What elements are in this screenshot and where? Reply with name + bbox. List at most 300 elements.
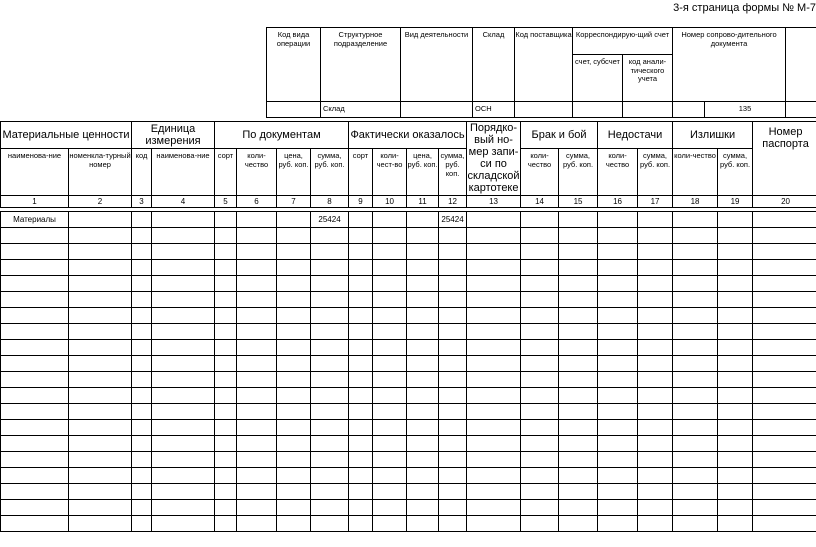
table-cell[interactable] (638, 387, 673, 403)
table-cell[interactable] (638, 339, 673, 355)
table-cell[interactable] (559, 499, 598, 515)
table-cell[interactable] (718, 419, 753, 435)
table-cell[interactable] (152, 355, 215, 371)
table-cell[interactable] (753, 227, 816, 243)
table-cell[interactable] (152, 515, 215, 531)
table-cell[interactable] (467, 355, 521, 371)
table-cell[interactable] (311, 339, 349, 355)
table-cell[interactable] (277, 419, 311, 435)
table-cell[interactable] (311, 355, 349, 371)
table-cell[interactable] (277, 339, 311, 355)
table-cell[interactable] (69, 387, 132, 403)
table-cell[interactable] (373, 435, 407, 451)
table-cell[interactable] (373, 403, 407, 419)
table-cell[interactable] (69, 499, 132, 515)
table-cell[interactable] (521, 403, 559, 419)
table-cell[interactable] (152, 403, 215, 419)
table-cell[interactable] (69, 275, 132, 291)
table-cell[interactable] (373, 259, 407, 275)
table-cell[interactable] (1, 307, 69, 323)
table-cell[interactable] (373, 339, 407, 355)
table-cell[interactable] (237, 403, 277, 419)
table-cell[interactable] (152, 435, 215, 451)
table-cell[interactable] (521, 339, 559, 355)
table-cell[interactable] (559, 323, 598, 339)
table-cell[interactable] (439, 499, 467, 515)
table-cell[interactable] (718, 467, 753, 483)
table-cell[interactable] (132, 291, 152, 307)
table-cell[interactable] (753, 323, 816, 339)
table-cell[interactable] (718, 371, 753, 387)
table-cell[interactable] (718, 211, 753, 227)
table-cell[interactable] (1, 227, 69, 243)
table-cell[interactable] (467, 291, 521, 307)
table-cell[interactable] (598, 451, 638, 467)
table-cell[interactable] (673, 355, 718, 371)
table-cell[interactable] (237, 227, 277, 243)
table-cell[interactable] (439, 483, 467, 499)
table-cell[interactable] (152, 227, 215, 243)
table-cell[interactable] (373, 211, 407, 227)
table-cell[interactable] (521, 291, 559, 307)
table-cell[interactable] (215, 259, 237, 275)
table-cell[interactable] (215, 275, 237, 291)
table-cell[interactable] (559, 387, 598, 403)
table-cell[interactable] (349, 243, 373, 259)
table-cell[interactable] (349, 515, 373, 531)
table-cell[interactable] (1, 323, 69, 339)
table-cell[interactable] (521, 275, 559, 291)
table-cell[interactable] (467, 259, 521, 275)
table-cell[interactable] (311, 387, 349, 403)
table-cell[interactable] (638, 403, 673, 419)
table-cell[interactable] (152, 323, 215, 339)
table-cell[interactable] (439, 323, 467, 339)
table-cell[interactable] (753, 339, 816, 355)
table-cell[interactable] (638, 291, 673, 307)
table-cell[interactable] (407, 403, 439, 419)
table-cell[interactable] (407, 435, 439, 451)
table-cell[interactable] (215, 323, 237, 339)
table-cell[interactable] (215, 387, 237, 403)
table-cell[interactable] (373, 371, 407, 387)
table-cell[interactable] (638, 467, 673, 483)
table-cell[interactable] (718, 323, 753, 339)
table-cell[interactable] (559, 419, 598, 435)
table-cell[interactable] (311, 483, 349, 499)
table-cell[interactable] (439, 355, 467, 371)
table-cell[interactable] (152, 275, 215, 291)
table-cell[interactable] (349, 259, 373, 275)
table-cell[interactable] (718, 243, 753, 259)
table-cell[interactable] (439, 339, 467, 355)
table-cell[interactable] (215, 419, 237, 435)
table-cell[interactable] (467, 515, 521, 531)
table-cell[interactable] (1, 483, 69, 499)
table-cell[interactable] (638, 355, 673, 371)
table-cell[interactable] (407, 515, 439, 531)
table-cell[interactable] (132, 467, 152, 483)
table-cell[interactable] (311, 515, 349, 531)
table-cell[interactable] (407, 259, 439, 275)
table-cell[interactable] (152, 387, 215, 403)
table-cell[interactable] (673, 403, 718, 419)
table-cell[interactable] (373, 243, 407, 259)
table-cell[interactable] (559, 339, 598, 355)
table-cell[interactable] (277, 387, 311, 403)
table-cell[interactable] (349, 339, 373, 355)
table-cell[interactable] (673, 419, 718, 435)
table-cell[interactable] (559, 243, 598, 259)
table-cell[interactable] (467, 211, 521, 227)
table-cell[interactable] (638, 451, 673, 467)
table-cell[interactable] (349, 275, 373, 291)
table-cell[interactable] (152, 211, 215, 227)
table-cell[interactable] (132, 419, 152, 435)
table-cell[interactable] (598, 355, 638, 371)
table-cell[interactable] (439, 259, 467, 275)
table-cell[interactable] (407, 371, 439, 387)
table-cell[interactable] (132, 339, 152, 355)
table-cell[interactable] (521, 467, 559, 483)
table-cell[interactable] (215, 291, 237, 307)
table-cell[interactable] (559, 515, 598, 531)
table-cell[interactable] (311, 419, 349, 435)
table-cell[interactable] (132, 499, 152, 515)
table-cell[interactable] (467, 339, 521, 355)
table-cell[interactable] (215, 211, 237, 227)
table-cell[interactable] (349, 291, 373, 307)
table-cell[interactable] (152, 483, 215, 499)
table-cell[interactable] (277, 467, 311, 483)
table-cell[interactable] (277, 291, 311, 307)
table-cell[interactable] (132, 515, 152, 531)
table-cell[interactable] (718, 259, 753, 275)
table-cell[interactable] (673, 291, 718, 307)
table-cell[interactable] (439, 403, 467, 419)
table-cell[interactable] (215, 307, 237, 323)
table-cell[interactable] (237, 339, 277, 355)
table-cell[interactable] (69, 419, 132, 435)
table-cell[interactable] (152, 243, 215, 259)
table-cell[interactable] (638, 307, 673, 323)
table-cell[interactable] (673, 451, 718, 467)
table-cell[interactable] (132, 211, 152, 227)
table-cell[interactable] (407, 451, 439, 467)
table-cell[interactable] (521, 499, 559, 515)
table-cell[interactable] (673, 483, 718, 499)
table-cell[interactable] (311, 307, 349, 323)
table-cell[interactable] (718, 291, 753, 307)
table-cell[interactable] (1, 275, 69, 291)
table-cell[interactable] (718, 451, 753, 467)
table-cell[interactable] (467, 499, 521, 515)
table-cell[interactable] (1, 499, 69, 515)
table-cell[interactable] (467, 451, 521, 467)
table-cell[interactable] (1, 451, 69, 467)
table-cell[interactable] (718, 355, 753, 371)
table-cell[interactable] (1, 259, 69, 275)
table-cell[interactable] (753, 483, 816, 499)
table-cell[interactable] (559, 483, 598, 499)
table-cell[interactable] (559, 371, 598, 387)
table-cell[interactable] (237, 483, 277, 499)
table-cell[interactable] (718, 227, 753, 243)
table-cell[interactable] (638, 259, 673, 275)
table-cell[interactable] (277, 227, 311, 243)
table-cell[interactable] (598, 259, 638, 275)
table-cell[interactable] (69, 259, 132, 275)
table-cell[interactable] (349, 211, 373, 227)
table-cell[interactable] (521, 419, 559, 435)
table-cell[interactable] (373, 291, 407, 307)
table-cell[interactable] (559, 291, 598, 307)
table-cell[interactable] (237, 451, 277, 467)
table-cell[interactable] (311, 323, 349, 339)
table-cell[interactable] (132, 355, 152, 371)
table-cell[interactable] (1, 371, 69, 387)
row-sum-docs-cell[interactable]: 25424 (311, 211, 349, 227)
table-cell[interactable] (69, 467, 132, 483)
table-cell[interactable] (598, 435, 638, 451)
table-cell[interactable] (349, 435, 373, 451)
table-cell[interactable] (373, 387, 407, 403)
table-cell[interactable] (407, 339, 439, 355)
table-cell[interactable] (439, 435, 467, 451)
table-cell[interactable] (215, 515, 237, 531)
table-cell[interactable] (753, 259, 816, 275)
table-cell[interactable] (1, 419, 69, 435)
table-cell[interactable] (215, 339, 237, 355)
table-cell[interactable] (439, 243, 467, 259)
table-cell[interactable] (69, 323, 132, 339)
table-cell[interactable] (718, 387, 753, 403)
table-cell[interactable] (521, 451, 559, 467)
table-cell[interactable] (407, 291, 439, 307)
table-cell[interactable] (349, 499, 373, 515)
table-cell[interactable] (237, 355, 277, 371)
table-cell[interactable] (467, 227, 521, 243)
table-cell[interactable] (753, 291, 816, 307)
table-cell[interactable] (237, 387, 277, 403)
table-cell[interactable] (215, 227, 237, 243)
table-cell[interactable] (559, 259, 598, 275)
row-name-cell[interactable]: Материалы (1, 211, 69, 227)
table-cell[interactable] (598, 483, 638, 499)
table-cell[interactable] (152, 499, 215, 515)
table-cell[interactable] (237, 211, 277, 227)
table-cell[interactable] (237, 515, 277, 531)
table-cell[interactable] (521, 323, 559, 339)
table-cell[interactable] (237, 307, 277, 323)
table-cell[interactable] (598, 467, 638, 483)
table-cell[interactable] (673, 243, 718, 259)
row-sum-actual-cell[interactable]: 25424 (439, 211, 467, 227)
table-cell[interactable] (132, 403, 152, 419)
table-cell[interactable] (638, 483, 673, 499)
table-cell[interactable] (753, 211, 816, 227)
table-cell[interactable] (598, 499, 638, 515)
table-cell[interactable] (753, 275, 816, 291)
table-cell[interactable] (439, 371, 467, 387)
table-cell[interactable] (311, 291, 349, 307)
table-cell[interactable] (673, 371, 718, 387)
table-cell[interactable] (467, 435, 521, 451)
table-cell[interactable] (277, 307, 311, 323)
table-cell[interactable] (132, 451, 152, 467)
table-cell[interactable] (718, 499, 753, 515)
table-cell[interactable] (1, 243, 69, 259)
table-cell[interactable] (277, 243, 311, 259)
table-cell[interactable] (673, 275, 718, 291)
table-cell[interactable] (237, 419, 277, 435)
table-cell[interactable] (277, 515, 311, 531)
table-cell[interactable] (69, 227, 132, 243)
table-cell[interactable] (467, 307, 521, 323)
table-cell[interactable] (373, 323, 407, 339)
table-cell[interactable] (753, 435, 816, 451)
table-cell[interactable] (215, 371, 237, 387)
table-cell[interactable] (277, 323, 311, 339)
table-cell[interactable] (598, 307, 638, 323)
table-cell[interactable] (277, 371, 311, 387)
table-cell[interactable] (598, 419, 638, 435)
table-cell[interactable] (349, 371, 373, 387)
table-cell[interactable] (1, 355, 69, 371)
table-cell[interactable] (373, 467, 407, 483)
table-cell[interactable] (467, 467, 521, 483)
table-cell[interactable] (559, 403, 598, 419)
table-cell[interactable] (349, 419, 373, 435)
table-cell[interactable] (673, 259, 718, 275)
table-cell[interactable] (277, 451, 311, 467)
table-cell[interactable] (467, 483, 521, 499)
table-cell[interactable] (152, 307, 215, 323)
table-cell[interactable] (69, 515, 132, 531)
table-cell[interactable] (521, 355, 559, 371)
table-cell[interactable] (132, 323, 152, 339)
table-cell[interactable] (1, 387, 69, 403)
table-cell[interactable] (521, 387, 559, 403)
table-cell[interactable] (467, 419, 521, 435)
table-cell[interactable] (598, 243, 638, 259)
table-cell[interactable] (373, 307, 407, 323)
table-cell[interactable] (521, 259, 559, 275)
table-cell[interactable] (559, 307, 598, 323)
table-cell[interactable] (132, 387, 152, 403)
table-cell[interactable] (638, 227, 673, 243)
table-cell[interactable] (718, 483, 753, 499)
table-cell[interactable] (152, 291, 215, 307)
table-cell[interactable] (407, 419, 439, 435)
table-cell[interactable] (407, 499, 439, 515)
table-cell[interactable] (407, 387, 439, 403)
table-cell[interactable] (559, 355, 598, 371)
table-cell[interactable] (69, 355, 132, 371)
table-cell[interactable] (69, 403, 132, 419)
table-cell[interactable] (349, 387, 373, 403)
table-cell[interactable] (753, 499, 816, 515)
table-cell[interactable] (132, 227, 152, 243)
table-cell[interactable] (1, 403, 69, 419)
table-cell[interactable] (638, 435, 673, 451)
table-cell[interactable] (277, 403, 311, 419)
table-cell[interactable] (638, 515, 673, 531)
table-cell[interactable] (718, 515, 753, 531)
table-cell[interactable] (467, 323, 521, 339)
table-cell[interactable] (311, 275, 349, 291)
table-cell[interactable] (69, 339, 132, 355)
table-cell[interactable] (753, 419, 816, 435)
table-cell[interactable] (638, 211, 673, 227)
table-cell[interactable] (598, 387, 638, 403)
table-cell[interactable] (373, 355, 407, 371)
table-cell[interactable] (467, 275, 521, 291)
table-cell[interactable] (638, 499, 673, 515)
table-cell[interactable] (277, 275, 311, 291)
table-cell[interactable] (69, 307, 132, 323)
table-cell[interactable] (598, 323, 638, 339)
table-cell[interactable] (311, 259, 349, 275)
table-cell[interactable] (215, 467, 237, 483)
table-cell[interactable] (349, 403, 373, 419)
table-cell[interactable] (237, 243, 277, 259)
table-cell[interactable] (521, 243, 559, 259)
table-cell[interactable] (373, 499, 407, 515)
table-cell[interactable] (277, 355, 311, 371)
table-cell[interactable] (311, 451, 349, 467)
table-cell[interactable] (69, 291, 132, 307)
table-cell[interactable] (521, 435, 559, 451)
table-cell[interactable] (718, 339, 753, 355)
table-cell[interactable] (69, 435, 132, 451)
table-cell[interactable] (237, 467, 277, 483)
table-cell[interactable] (673, 499, 718, 515)
table-cell[interactable] (237, 371, 277, 387)
table-cell[interactable] (132, 483, 152, 499)
table-cell[interactable] (152, 259, 215, 275)
table-cell[interactable] (673, 227, 718, 243)
table-cell[interactable] (467, 403, 521, 419)
table-cell[interactable] (349, 323, 373, 339)
table-cell[interactable] (439, 451, 467, 467)
table-cell[interactable] (598, 227, 638, 243)
table-cell[interactable] (132, 307, 152, 323)
table-cell[interactable] (521, 227, 559, 243)
table-cell[interactable] (277, 211, 311, 227)
table-cell[interactable] (152, 467, 215, 483)
table-cell[interactable] (1, 467, 69, 483)
table-cell[interactable] (373, 275, 407, 291)
table-cell[interactable] (311, 227, 349, 243)
table-cell[interactable] (753, 243, 816, 259)
table-cell[interactable] (277, 435, 311, 451)
table-cell[interactable] (215, 435, 237, 451)
table-cell[interactable] (69, 451, 132, 467)
table-cell[interactable] (753, 515, 816, 531)
table-cell[interactable] (439, 291, 467, 307)
table-cell[interactable] (373, 515, 407, 531)
table-cell[interactable] (467, 243, 521, 259)
table-cell[interactable] (215, 499, 237, 515)
table-cell[interactable] (753, 355, 816, 371)
table-cell[interactable] (407, 483, 439, 499)
table-cell[interactable] (373, 451, 407, 467)
table-cell[interactable] (407, 227, 439, 243)
table-cell[interactable] (237, 275, 277, 291)
table-cell[interactable] (349, 355, 373, 371)
table-cell[interactable] (311, 403, 349, 419)
